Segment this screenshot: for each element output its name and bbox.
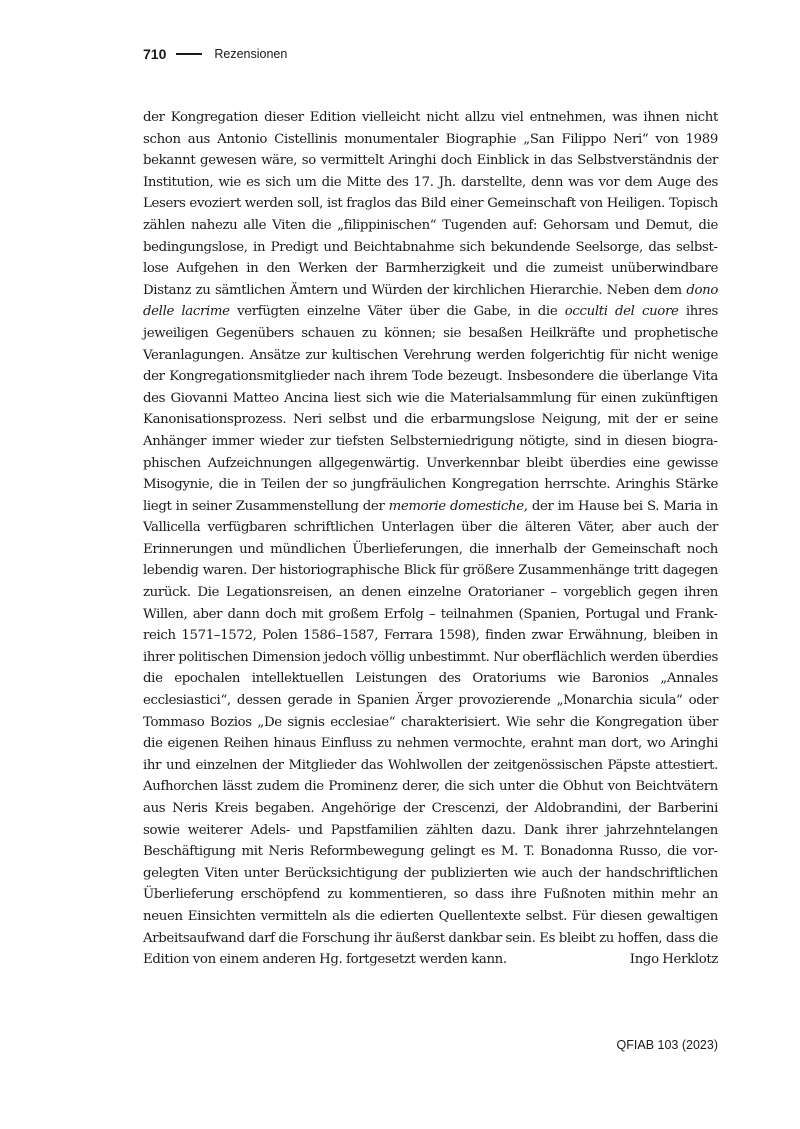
- italic-term: memorie domestiche: [388, 498, 524, 514]
- journal-footer: QFIAB 103 (2023): [616, 1038, 718, 1052]
- review-body: [143, 107, 718, 971]
- page-number: 710: [143, 46, 167, 62]
- running-header: [143, 43, 718, 65]
- review-paragraph: [143, 107, 718, 971]
- reviewer-signature: Ingo Herklotz: [629, 952, 718, 968]
- italic-term: occulti del cuore: [564, 304, 679, 320]
- italic-term: dono delle lacrime: [143, 282, 718, 320]
- text-run: der Kongregation dieser Edition vielleicht nicht allzu viel entnehmen, was ihnen nicht schon aus Antonio Cistellinis monumentaler Biographie „San Filippo Neri“ von 1989 bekannt gewesen wäre, so vermittelt Aringhi doch Einblick in das Selbstverständnis der Institution, wie es sich um die Mitte des 17. Jh. darstellte, denn was vor dem Auge des Lesers evoziert werden soll, ist fraglos das Bild einer Gemeinschaft von Heiligen. Topisch zählen nahezu alle Viten die „filippinischen“ Tugenden auf: Gehorsam und Demut, die bedingungslose, in Predigt und Beichtabnahme sich bekundende Seelsorge, das selbstlose Aufgehen in den Werken der Barmherzigkeit und die zumeist unüberwindbare Distanz zu sämtlichen Ämtern und Würden der kirchlichen Hierarchie. Neben dem: [143, 110, 718, 298]
- text-run: ihres jeweiligen Gegenübers schauen zu können; sie besaßen Heilkräfte und prophetische Veranlagungen. Ansätze zur kultischen Verehrung werden folgerichtig für nicht wenige der Kongregationsmitglieder nach ihrem Tode bezeugt. Insbesondere die überlange Vita des Giovanni Matteo Ancina liest sich wie die Materialsammlung für einen zukünftigen Kanonisationsprozess. Neri selbst und die erbarmungslose Neigung, mit der er seine Anhänger immer wieder zur tiefsten Selbsterniedrigung nötigte, sind in diesen biographischen Aufzeichnungen allgegenwärtig. Unverkennbar bleibt überdies eine gewisse Misogynie, die in Teilen der so jungfräulichen Kongregation herrschte. Aringhis Stärke liegt in seiner Zusammenstellung der: [143, 304, 718, 514]
- text-run: verfügten einzelne Väter über die Gabe, in die: [229, 304, 565, 320]
- text-run: , der im Hause bei S. Maria in Vallicella verfügbaren schriftlichen Unterlagen über die älteren Väter, aber auch der Erinnerungen und mündlichen Überlieferungen, die innerhalb der Gemeinschaft noch lebendig waren. Der historiographische Blick für größere Zusammenhänge tritt dagegen zurück. Die Legationsreisen, an denen einzelne Oratorianer – vorgeblich gegen ihren Willen, aber dann doch mit großem Erfolg – teilnahmen (Spanien, Portugal und Frankreich 1571–1572, Polen 1586–1587, Ferrara 1598), finden zwar Erwähnung, bleiben in ihrer politischen Dimension jedoch völlig unbestimmt. Nur oberflächlich werden überdies die epochalen intellektuellen Leistungen des Oratoriums wie Baronios „Annales ecclesiastici“, dessen gerade in Spanien Ärger provozierende „Monarchia sicula“ oder Tommaso Bozios „De signis ecclesiae“ charakterisiert. Wie sehr die Kongregation über die eigenen Reihen hinaus Einfluss zu nehmen vermochte, erahnt man dort, wo Aringhi ihr und einzelnen der Mitglieder das Wohlwollen der zeitgenössischen Päpste attestiert. Aufhorchen lässt zudem die Prominenz derer, die sich unter die Obhut von Beichtvätern aus Neris Kreis begaben. Angehörige der Crescenzi, der Aldobrandini, der Barberini sowie weiterer Adels- und Papstfamilien zählten dazu. Dank ihrer jahrzehntelangen Beschäftigung mit Neris Reformbewegung gelingt es M. T. Bonadonna Russo, die vorgelegten Viten unter Berücksichtigung der publizierten wie auch der handschriftlichen Überlieferung erschöpfend zu kommentieren, so dass ihre Fußnoten mithin mehr an neuen Einsichten vermitteln als die edierten Quellentexte selbst. Für diesen gewaltigen Arbeitsaufwand darf die Forschung ihr äußerst dankbar sein. Es bleibt zu hoffen, dass die Edition von einem anderen Hg. fortgesetzt werden kann.: [143, 498, 718, 968]
- header-dash: [176, 53, 202, 55]
- section-title: Rezensionen: [214, 47, 288, 61]
